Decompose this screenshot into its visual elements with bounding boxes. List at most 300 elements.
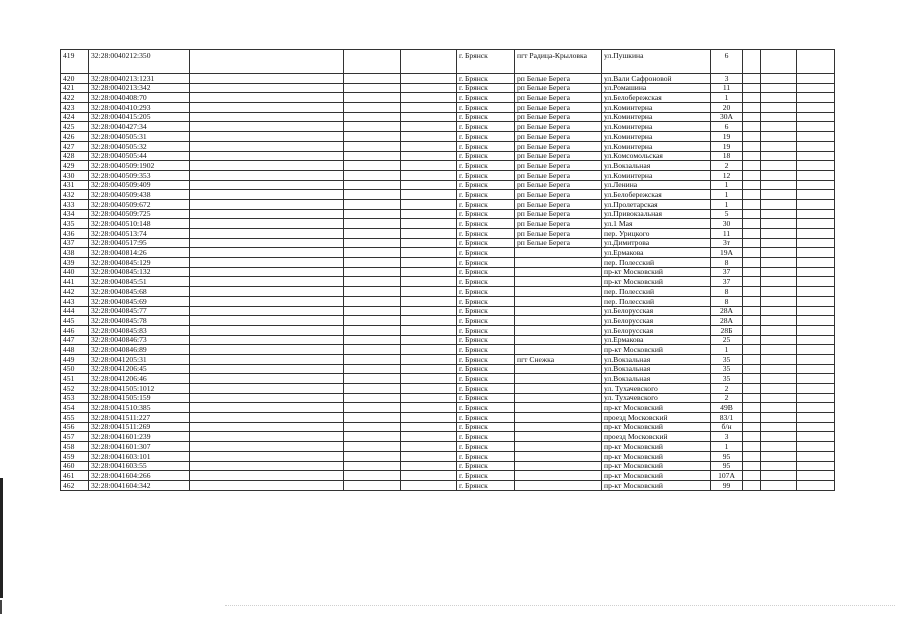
empty-cell [190,209,344,219]
empty-cell [797,316,835,326]
empty-cell [797,403,835,413]
empty-cell [761,287,797,297]
empty-cell [761,442,797,452]
city-cell: г. Брянск [457,229,515,239]
district-cell [515,374,602,384]
table-row [61,364,835,374]
empty-cell [743,306,761,316]
cadastral-number: 32:28:0041604:266 [89,471,190,481]
empty-cell [401,296,457,306]
empty-cell [401,219,457,229]
house-number: 12 [711,170,743,180]
street-cell: ул. Тухачевского [602,393,711,403]
district-cell [515,258,602,268]
district-cell: рп Белые Берега [515,103,602,113]
empty-cell [761,413,797,423]
row-number: 459 [61,451,89,461]
city-cell: г. Брянск [457,180,515,190]
row-number: 446 [61,325,89,335]
street-cell: ул.Коминтерна [602,141,711,151]
empty-cell [344,238,401,248]
empty-cell [743,393,761,403]
house-number: 95 [711,461,743,471]
table-row [61,199,835,209]
empty-cell [344,393,401,403]
cadastral-number: 32:28:0040212:350 [89,50,190,74]
empty-cell [190,161,344,171]
empty-cell [401,74,457,84]
street-cell: ул.Ленина [602,180,711,190]
district-cell [515,364,602,374]
table-row [61,93,835,103]
cadastral-number: 32:28:0041511:227 [89,413,190,423]
district-cell: рп Белые Берега [515,141,602,151]
empty-cell [761,432,797,442]
street-cell: ул.Привокзальная [602,209,711,219]
house-number: 2 [711,384,743,394]
district-cell: рп Белые Берега [515,132,602,142]
district-cell: рп Белые Берега [515,229,602,239]
empty-cell [797,74,835,84]
empty-cell [401,413,457,423]
table-row [61,277,835,287]
empty-cell [743,287,761,297]
table-row [61,384,835,394]
empty-cell [344,219,401,229]
empty-cell [743,432,761,442]
city-cell: г. Брянск [457,219,515,229]
empty-cell [401,364,457,374]
row-number: 438 [61,248,89,258]
empty-cell [401,335,457,345]
empty-cell [344,471,401,481]
empty-cell [190,93,344,103]
city-cell: г. Брянск [457,393,515,403]
city-cell: г. Брянск [457,480,515,490]
cadastral-number: 32:28:0040845:83 [89,325,190,335]
house-number: 3 [711,74,743,84]
city-cell: г. Брянск [457,422,515,432]
empty-cell [761,296,797,306]
table-row [61,354,835,364]
empty-cell [344,93,401,103]
street-cell: ул.Комсомольская [602,151,711,161]
city-cell: г. Брянск [457,287,515,297]
empty-cell [190,287,344,297]
empty-cell [797,258,835,268]
empty-cell [344,277,401,287]
street-cell: пер. Урицкого [602,229,711,239]
empty-cell [190,132,344,142]
empty-cell [797,219,835,229]
empty-cell [401,403,457,413]
row-number: 452 [61,384,89,394]
empty-cell [401,316,457,326]
row-number: 455 [61,413,89,423]
empty-cell [401,93,457,103]
table-row [61,83,835,93]
empty-cell [743,335,761,345]
empty-cell [743,122,761,132]
table-row [61,180,835,190]
empty-cell [190,50,344,74]
house-number: 99 [711,480,743,490]
empty-cell [344,180,401,190]
row-number: 445 [61,316,89,326]
table-row [61,132,835,142]
empty-cell [743,374,761,384]
empty-cell [743,83,761,93]
table-row [61,170,835,180]
district-cell [515,384,602,394]
cadastral-number: 32:28:0041601:239 [89,432,190,442]
city-cell: г. Брянск [457,442,515,452]
city-cell: г. Брянск [457,374,515,384]
table-row [61,287,835,297]
city-cell: г. Брянск [457,151,515,161]
cadastral-number: 32:28:0040408:70 [89,93,190,103]
empty-cell [743,248,761,258]
table-row [61,442,835,452]
cadastral-number: 32:28:0041205:31 [89,354,190,364]
empty-cell [190,151,344,161]
district-cell: рп Белые Берега [515,219,602,229]
house-number: 8 [711,258,743,268]
empty-cell [344,335,401,345]
empty-cell [190,141,344,151]
empty-cell [190,199,344,209]
empty-cell [190,374,344,384]
city-cell: г. Брянск [457,316,515,326]
row-number: 422 [61,93,89,103]
city-cell: г. Брянск [457,306,515,316]
row-number: 457 [61,432,89,442]
empty-cell [190,170,344,180]
empty-cell [190,461,344,471]
empty-cell [797,364,835,374]
empty-cell [401,442,457,452]
district-cell [515,403,602,413]
empty-cell [797,335,835,345]
empty-cell [797,199,835,209]
empty-cell [743,442,761,452]
table-row [61,248,835,258]
table-row [61,151,835,161]
empty-cell [344,229,401,239]
empty-cell [761,258,797,268]
empty-cell [401,141,457,151]
empty-cell [797,296,835,306]
street-cell: ул.Вали Сафроновой [602,74,711,84]
street-cell: ул.Димитрова [602,238,711,248]
empty-cell [190,306,344,316]
district-cell [515,432,602,442]
city-cell: г. Брянск [457,451,515,461]
empty-cell [190,403,344,413]
street-cell: пр-кт Московский [602,442,711,452]
empty-cell [797,306,835,316]
table-row [61,306,835,316]
empty-cell [344,422,401,432]
empty-cell [190,74,344,84]
street-cell: ул.Коминтерна [602,103,711,113]
cadastral-number: 32:28:0040846:89 [89,345,190,355]
empty-cell [344,384,401,394]
empty-cell [344,170,401,180]
row-number: 456 [61,422,89,432]
table-row [61,161,835,171]
cadastral-number: 32:28:0040846:73 [89,335,190,345]
row-number: 460 [61,461,89,471]
city-cell: г. Брянск [457,83,515,93]
empty-cell [761,209,797,219]
empty-cell [761,306,797,316]
empty-cell [344,451,401,461]
empty-cell [401,267,457,277]
house-number: 95 [711,451,743,461]
row-number: 433 [61,199,89,209]
table-row [61,480,835,490]
city-cell: г. Брянск [457,238,515,248]
empty-cell [344,151,401,161]
table-row [61,413,835,423]
scan-noise [225,605,895,612]
table-row [61,141,835,151]
empty-cell [344,161,401,171]
empty-cell [401,287,457,297]
empty-cell [743,229,761,239]
district-cell: рп Белые Берега [515,180,602,190]
house-number: 37 [711,267,743,277]
empty-cell [761,161,797,171]
empty-cell [190,471,344,481]
empty-cell [743,170,761,180]
cadastral-number: 32:28:0041505:1012 [89,384,190,394]
empty-cell [190,103,344,113]
cadastral-number: 32:28:0040427:34 [89,122,190,132]
empty-cell [743,364,761,374]
empty-cell [190,345,344,355]
empty-cell [344,306,401,316]
city-cell: г. Брянск [457,258,515,268]
empty-cell [743,132,761,142]
table-row [61,325,835,335]
house-number: 1 [711,190,743,200]
house-number: 19 [711,132,743,142]
empty-cell [344,442,401,452]
table-row [61,296,835,306]
empty-cell [401,112,457,122]
empty-cell [401,461,457,471]
empty-cell [344,461,401,471]
cadastral-number: 32:28:0040509:353 [89,170,190,180]
empty-cell [761,170,797,180]
empty-cell [797,238,835,248]
empty-cell [761,267,797,277]
district-cell: рп Белые Берега [515,190,602,200]
row-number: 423 [61,103,89,113]
cadastral-number: 32:28:0040513:74 [89,229,190,239]
cadastral-number: 32:28:0040505:31 [89,132,190,142]
row-number: 440 [61,267,89,277]
empty-cell [761,190,797,200]
empty-cell [797,93,835,103]
street-cell: ул.1 Мая [602,219,711,229]
empty-cell [797,103,835,113]
table-row [61,432,835,442]
empty-cell [761,393,797,403]
empty-cell [761,83,797,93]
district-cell: рп Белые Берега [515,161,602,171]
empty-cell [761,422,797,432]
row-number: 427 [61,141,89,151]
city-cell: г. Брянск [457,364,515,374]
scan-edge-mark [0,600,2,614]
street-cell: пр-кт Московский [602,403,711,413]
empty-cell [344,248,401,258]
table-row [61,112,835,122]
cadastral-number: 32:28:0041603:101 [89,451,190,461]
empty-cell [401,132,457,142]
empty-cell [743,267,761,277]
cadastral-number: 32:28:0040845:68 [89,287,190,297]
empty-cell [761,74,797,84]
house-number: 3т [711,238,743,248]
house-number: 83/1 [711,413,743,423]
street-cell: ул.Коминтерна [602,112,711,122]
empty-cell [743,345,761,355]
district-cell [515,306,602,316]
empty-cell [797,267,835,277]
empty-cell [190,258,344,268]
empty-cell [344,345,401,355]
cadastral-number: 32:28:0041511:269 [89,422,190,432]
empty-cell [344,258,401,268]
empty-cell [344,50,401,74]
empty-cell [401,393,457,403]
empty-cell [344,480,401,490]
table-row [61,219,835,229]
empty-cell [401,374,457,384]
empty-cell [190,384,344,394]
street-cell: пр-кт Московский [602,267,711,277]
empty-cell [344,296,401,306]
table-row [61,335,835,345]
empty-cell [743,296,761,306]
street-cell: ул.Ермакова [602,335,711,345]
row-number: 435 [61,219,89,229]
empty-cell [761,151,797,161]
table-row [61,316,835,326]
empty-cell [743,190,761,200]
city-cell: г. Брянск [457,345,515,355]
empty-cell [761,141,797,151]
empty-cell [401,209,457,219]
house-number: 20 [711,103,743,113]
cadastral-number: 32:28:0040517:95 [89,238,190,248]
cadastral-number: 32:28:0040509:1902 [89,161,190,171]
cadastral-number: 32:28:0040510:148 [89,219,190,229]
district-cell: рп Белые Берега [515,170,602,180]
house-number: 1 [711,180,743,190]
city-cell: г. Брянск [457,132,515,142]
city-cell: г. Брянск [457,199,515,209]
empty-cell [344,74,401,84]
district-cell [515,461,602,471]
cadastral-number: 32:28:0040213:342 [89,83,190,93]
empty-cell [344,190,401,200]
house-number: 5 [711,209,743,219]
city-cell: г. Брянск [457,190,515,200]
city-cell: г. Брянск [457,267,515,277]
empty-cell [401,161,457,171]
empty-cell [743,258,761,268]
house-number: 30А [711,112,743,122]
cadastral-number: 32:28:0040410:293 [89,103,190,113]
house-number: 11 [711,229,743,239]
cadastral-number: 32:28:0040509:409 [89,180,190,190]
district-cell [515,335,602,345]
house-number: 1 [711,93,743,103]
empty-cell [743,277,761,287]
empty-cell [401,238,457,248]
city-cell: г. Брянск [457,354,515,364]
street-cell: ул.Белорусская [602,325,711,335]
table-row [61,451,835,461]
empty-cell [761,480,797,490]
empty-cell [401,422,457,432]
street-cell: ул.Белорусская [602,316,711,326]
cadastral-number: 32:28:0041206:45 [89,364,190,374]
empty-cell [797,480,835,490]
empty-cell [797,471,835,481]
empty-cell [797,345,835,355]
empty-cell [761,364,797,374]
empty-cell [190,122,344,132]
house-number: 1 [711,199,743,209]
empty-cell [797,190,835,200]
city-cell: г. Брянск [457,50,515,74]
empty-cell [190,354,344,364]
district-cell [515,287,602,297]
street-cell: пер. Полесский [602,258,711,268]
empty-cell [401,190,457,200]
empty-cell [401,451,457,461]
empty-cell [190,83,344,93]
house-number: 3 [711,432,743,442]
empty-cell [344,374,401,384]
district-cell: рп Белые Берега [515,93,602,103]
row-number: 436 [61,229,89,239]
house-number: 35 [711,374,743,384]
empty-cell [743,199,761,209]
district-cell [515,393,602,403]
empty-cell [190,238,344,248]
empty-cell [401,122,457,132]
street-cell: пр-кт Московский [602,422,711,432]
street-cell: ул.Белобережская [602,93,711,103]
empty-cell [743,471,761,481]
district-cell: пгт Снежка [515,354,602,364]
district-cell [515,267,602,277]
empty-cell [761,112,797,122]
row-number: 453 [61,393,89,403]
empty-cell [797,442,835,452]
city-cell: г. Брянск [457,325,515,335]
empty-cell [797,122,835,132]
empty-cell [743,219,761,229]
empty-cell [743,209,761,219]
